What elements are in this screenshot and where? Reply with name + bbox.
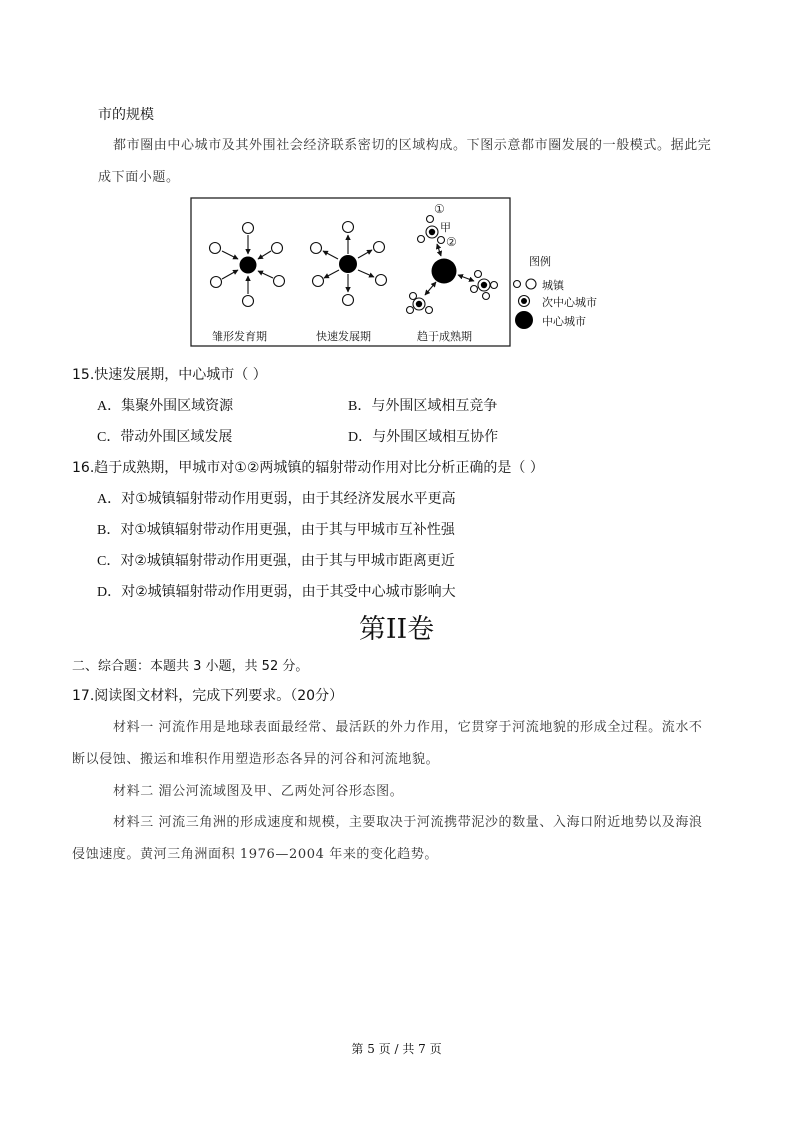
page-indicator: 第 5 页 / 共 7 页 (351, 1042, 442, 1056)
option-letter: B． (97, 523, 121, 538)
q17-material-3-line-1: 材料三 河流三角洲的形成速度和规模，主要取决于河流携带泥沙的数量、入海口附近地势以及海浪 (113, 815, 703, 830)
option-letter: D． (348, 430, 373, 445)
q16-option-d[interactable] (97, 581, 456, 601)
section-2-heading: 二、综合题：本题共 3 小题，共 52 分。 (72, 659, 309, 674)
stage-label-embryonic: 雏形发育期 (212, 330, 267, 343)
q17-material-1-line-1: 材料一 河流作用是地球表面最经常、最活跃的外力作用，它贯穿于河流地貌的形成全过程。流水不 (113, 720, 703, 735)
stage-mature-graphic (407, 216, 498, 314)
option-text: 带动外围区域发展 (120, 429, 233, 445)
legend-label-town: 城镇 (542, 279, 564, 292)
option-letter: C． (97, 554, 121, 569)
q16-option-a[interactable] (97, 488, 456, 508)
stage-rapid-graphic (311, 222, 387, 306)
option-letter: C． (97, 430, 121, 445)
option-text: 集聚外围区域资源 (121, 398, 234, 414)
legend-label-center: 中心城市 (542, 315, 586, 328)
intro-line-2: 成下面小题。 (98, 170, 180, 185)
legend-center-city-icon (515, 311, 533, 329)
q15-option-d[interactable] (348, 426, 498, 446)
stage-label-mature: 趋于成熟期 (417, 330, 472, 343)
option-letter: A． (97, 399, 122, 414)
q15-option-b[interactable] (348, 395, 497, 415)
option-text: 对①城镇辐射带动作用更强，由于其与甲城市互补性强 (120, 522, 455, 538)
option-text: 对②城镇辐射带动作用更强，由于其与甲城市距离更近 (120, 553, 455, 569)
stage-label-rapid: 快速发展期 (316, 330, 371, 343)
legend-symbols (514, 279, 537, 329)
q17-material-2: 材料二 湄公河流域图及甲、乙两处河谷形态图。 (113, 784, 404, 799)
option-text: 对①城镇辐射带动作用更弱，由于其经济发展水平更高 (121, 491, 456, 507)
option-letter: D． (97, 585, 122, 600)
q15-stem: 15.快速发展期，中心城市（ ） (72, 367, 267, 383)
q15-option-a[interactable] (97, 395, 233, 415)
q16-option-b[interactable] (97, 519, 455, 539)
marker-2-label: ② (446, 235, 457, 249)
q16-option-c[interactable] (97, 550, 455, 570)
marker-1-label: ① (434, 202, 445, 216)
legend-town-large-icon (526, 279, 536, 289)
city-jia-label: 甲 (440, 221, 451, 234)
part-2-title: 第II卷 (358, 614, 435, 645)
option-text: 对②城镇辐射带动作用更弱，由于其受中心城市影响大 (121, 584, 456, 600)
option-letter: B． (348, 399, 372, 414)
option-text: 与外围区域相互竞争 (371, 398, 498, 414)
q17-material-1-line-2: 断以侵蚀、搬运和堆积作用塑造形态各异的河谷和河流地貌。 (72, 752, 440, 767)
q16-stem: 16.趋于成熟期，甲城市对①②两城镇的辐射带动作用对比分析正确的是（ ） (72, 460, 544, 476)
metropolitan-area-diagram (0, 0, 793, 360)
legend-label-subcenter: 次中心城市 (542, 296, 597, 309)
q17-stem: 17.阅读图文材料，完成下列要求。（20分） (72, 688, 344, 704)
legend-title: 图例 (529, 255, 551, 268)
legend-town-small-icon (514, 281, 521, 288)
q15-option-c[interactable] (97, 426, 232, 446)
continuation-heading: 市的规模 (98, 107, 154, 123)
q17-material-3-line-2: 侵蚀速度。黄河三角洲面积 1976—2004 年来的变化趋势。 (72, 847, 439, 862)
intro-line-1: 都市圈由中心城市及其外围社会经济联系密切的区域构成。下图示意都市圈发展的一般模式。据此完 (113, 138, 712, 153)
option-text: 与外围区域相互协作 (372, 429, 499, 445)
stage-embryonic-graphic (210, 223, 285, 307)
option-letter: A． (97, 492, 122, 507)
